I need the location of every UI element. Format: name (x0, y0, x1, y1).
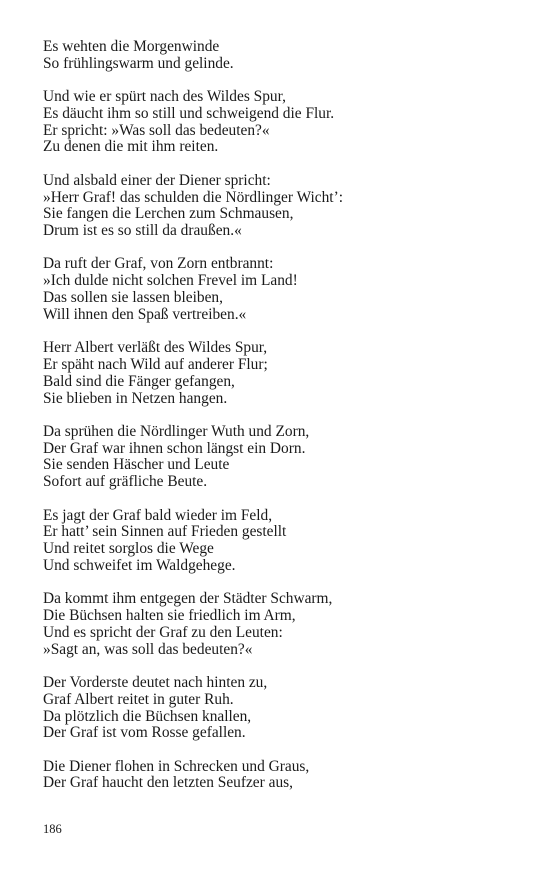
poem-line: Herr Albert verläßt des Wildes Spur, (43, 339, 268, 357)
poem-line: Bald sind die Fänger gefangen, (43, 372, 235, 390)
page-number: 186 (43, 822, 62, 836)
stanza-1 (43, 39, 523, 73)
poem-line: »Herr Graf! das schulden die Nördlinger Wicht’: (43, 188, 343, 206)
poem-line: Da sprühen die Nördlinger Wuth und Zorn, (43, 422, 310, 440)
poem-body (43, 39, 523, 809)
poem-line: Es jagt der Graf bald wieder im Feld, (43, 506, 273, 524)
poem-line: Sie blieben in Netzen hangen. (43, 389, 228, 407)
poem-line: Da ruft der Graf, von Zorn entbrannt: (43, 255, 274, 273)
poem-line: Es wehten die Morgenwinde (43, 38, 220, 55)
poem-line: Und wie er spürt nach des Wildes Spur, (43, 88, 286, 106)
poem-line: So frühlingswarm und gelinde. (43, 54, 234, 72)
poem-line: Es däucht ihm so still und schweigend die Flur. (43, 104, 335, 122)
poem-line: Er spricht: »Was soll das bedeuten?« (43, 121, 270, 139)
stanza-4 (43, 256, 523, 323)
poem-line: Sie fangen die Lerchen zum Schmausen, (43, 205, 294, 223)
stanza-10 (43, 759, 523, 793)
stanza-3 (43, 173, 523, 240)
poem-line: Er späht nach Wild auf anderer Flur; (43, 355, 268, 373)
stanza-2 (43, 89, 523, 156)
poem-line: Sofort auf gräfliche Beute. (43, 473, 208, 491)
poem-line: Der Vorderste deutet nach hinten zu, (43, 673, 268, 691)
poem-line: Und reitet sorglos die Wege (43, 540, 214, 558)
stanza-5 (43, 340, 523, 407)
poem-line: Der Graf war ihnen schon längst ein Dorn. (43, 439, 306, 457)
poem-line: Und schweifet im Waldgehege. (43, 556, 236, 574)
poem-line: Da plötzlich die Büchsen knallen, (43, 707, 252, 725)
poem-line: Und alsbald einer der Diener spricht: (43, 171, 271, 189)
poem-line: Die Büchsen halten sie friedlich im Arm, (43, 607, 296, 625)
stanza-9 (43, 675, 523, 742)
poem-line: Der Graf ist vom Rosse gefallen. (43, 724, 246, 742)
poem-line: Drum ist es so still da draußen.« (43, 222, 242, 240)
poem-line: »Sagt an, was soll das bedeuten?« (43, 640, 253, 658)
poem-line: Graf Albert reitet in guter Ruh. (43, 690, 234, 708)
stanza-6 (43, 424, 523, 491)
poem-line: Und es spricht der Graf zu den Leuten: (43, 623, 283, 641)
poem-line: Die Diener flohen in Schrecken und Graus, (43, 757, 310, 775)
poem-line: Das sollen sie lassen bleiben, (43, 289, 223, 307)
poem-line: Zu denen die mit ihm reiten. (43, 138, 219, 156)
poem-line: Er hatt’ sein Sinnen auf Frieden gestellt (43, 523, 287, 541)
poem-line: Da kommt ihm entgegen der Städter Schwarm, (43, 590, 333, 608)
stanza-7 (43, 508, 523, 575)
stanza-8 (43, 591, 523, 658)
poem-line: Der Graf haucht den letzten Seufzer aus, (43, 774, 293, 792)
poem-line: »Ich dulde nicht solchen Frevel im Land! (43, 272, 298, 290)
poem-line: Will ihnen den Spaß vertreiben.« (43, 305, 247, 323)
poem-line: Sie senden Häscher und Leute (43, 456, 230, 474)
